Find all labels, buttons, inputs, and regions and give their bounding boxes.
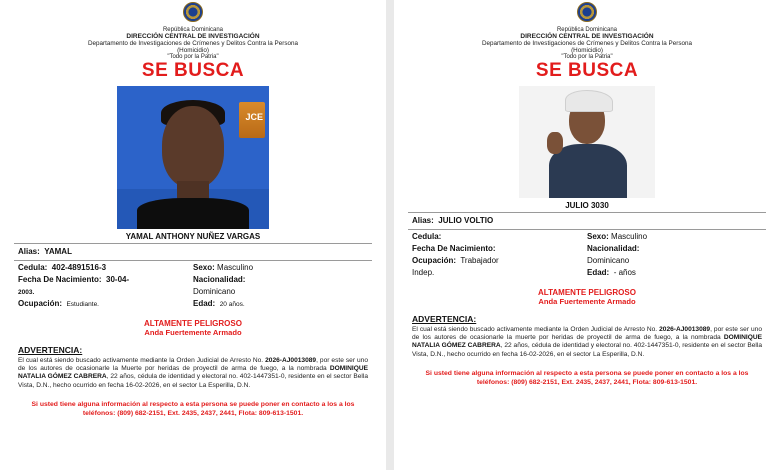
cedula-value: 402-4891516-3 xyxy=(51,263,107,272)
header-motto: "Todo por la Patria" xyxy=(167,54,219,60)
contact-footer: Si usted tiene alguna información al respecto a esta persona se puede poner en contacto a los a los teléfonos: (809) 682-2151, Ext. 2435, 2437, 2441, Flota: 809-613-1501. xyxy=(31,400,355,418)
suspect-name: JULIO 3030 xyxy=(565,201,609,210)
alias-row xyxy=(0,244,386,258)
jce-badge-text: JCE xyxy=(245,112,263,122)
header-agency: DIRECCIÓN CENTRAL DE INVESTIGACIÓN xyxy=(520,33,654,40)
se-busca-title: SE BUSCA xyxy=(141,60,245,81)
header-department: Departamento de Investigaciones de Crímenes y Delitos Contra la Persona xyxy=(87,40,298,47)
fecha-label: Fecha De Nacimiento: xyxy=(18,275,102,284)
sexo-label: Sexo: xyxy=(587,232,609,241)
details xyxy=(394,230,780,280)
fecha-value: 30-04- xyxy=(106,275,130,284)
header-country: República Dominicana xyxy=(556,27,618,33)
warning-text: El cual está siendo buscado activamente mediante la Orden Judicial de Arresto No. 2026-AJ0013089, por este ser uno de los autores de ocasionarle la Muerte por heridas de proyectil de arma de fuego, a la nombrada DOMINIQUE NATALIA GÓMEZ CABRERA, 22 años, cédula de identidad y electoral no. 402-1447351-0, residente en el sector Bella Vista, D.N., hecho ocurrido en fecha 16-02-2026, en el sector La Esperilla, D.N. xyxy=(18,357,368,389)
armed-label: Anda Fuertemente Armado xyxy=(538,297,636,306)
victim-name: DOMINIQUE NATALIA GÓMEZ CABRERA xyxy=(18,365,368,381)
nacionalidad-value: Dominicano xyxy=(193,287,236,296)
armed-label: Anda Fuertemente Armado xyxy=(144,328,242,337)
suspect-photo xyxy=(519,86,655,198)
danger-label: ALTAMENTE PELIGROSO xyxy=(144,319,242,328)
alias-value: YAMAL xyxy=(44,247,72,256)
warning-text: El cual está siendo buscado activamente mediante la Orden Judicial de Arresto No. 2026-AJ0013089, por este ser uno de los autores de ocasionarle la muerte por heridas de proyectil de arma de fuego, a la nombrada DOMINIQUE NATALIA GÓMEZ CABRERA, 22 años, cédula de identidad y electoral no. 402-1447351-0, residente en el sector Bella Vista, D.N., hecho ocurrido en fecha 16-02-2026, en el sector La Esperilla, D.N. xyxy=(412,326,762,358)
se-busca-title: SE BUSCA xyxy=(535,60,639,81)
alias-value: JULIO VOLTIO xyxy=(438,216,494,225)
alias-row xyxy=(394,213,780,227)
ocupacion-label: Ocupación: xyxy=(412,256,457,265)
ocupacion-value: Estudiante. xyxy=(66,301,99,308)
edad-label: Edad: xyxy=(193,299,216,308)
contact-footer: Si usted tiene alguna información al respecto a esta persona se puede poner en contacto a los a los teléfonos: (809) 682-2151, Ext. 2435, 2437, 2441, Flota: 809-613-1501. xyxy=(425,369,749,387)
order-number: 2026-AJ0013089 xyxy=(659,326,711,333)
edad-label: Edad: xyxy=(587,268,610,277)
sexo-value: Masculino xyxy=(611,232,648,241)
ocupacion-value-2: Indep. xyxy=(412,268,435,277)
alias-label: Alias: xyxy=(18,247,40,256)
header-agency: DIRECCIÓN CENTRAL DE INVESTIGACIÓN xyxy=(126,33,260,40)
suspect-photo xyxy=(117,86,269,229)
cedula-label: Cedula: xyxy=(412,232,442,241)
suspect-name: YAMAL ANTHONY NUÑEZ VARGAS xyxy=(125,232,261,241)
victim-name: DOMINIQUE NATALIA GÓMEZ CABRERA xyxy=(412,334,762,350)
details xyxy=(0,261,386,311)
details-col-right xyxy=(587,232,762,280)
sexo-value: Masculino xyxy=(217,263,254,272)
nacionalidad-value: Dominicano xyxy=(587,256,630,265)
poster-header xyxy=(394,2,780,60)
ocupacion-label: Ocupación: xyxy=(18,299,63,308)
fecha-year: 2003. xyxy=(18,289,35,296)
police-seal-icon xyxy=(183,2,203,22)
nacionalidad-label: Nacionalidad: xyxy=(193,275,246,284)
details-col-left xyxy=(412,232,587,280)
header-division: (Homicidio) xyxy=(177,47,209,54)
fecha-label: Fecha De Nacimiento: xyxy=(412,244,496,253)
order-number: 2026-AJ0013089 xyxy=(265,357,317,364)
header-division: (Homicidio) xyxy=(571,47,603,54)
danger-label: ALTAMENTE PELIGROSO xyxy=(538,288,636,297)
warning-title: ADVERTENCIA: xyxy=(18,345,83,355)
edad-value: - años xyxy=(613,268,636,277)
poster-header xyxy=(0,2,386,60)
header-department: Departamento de Investigaciones de Crímenes y Delitos Contra la Persona xyxy=(481,40,692,47)
wanted-poster-left xyxy=(0,0,386,470)
ocupacion-value: Trabajador xyxy=(460,256,499,265)
sexo-label: Sexo: xyxy=(193,263,215,272)
header-country: República Dominicana xyxy=(162,27,224,33)
header-motto: "Todo por la Patria" xyxy=(561,54,613,60)
cedula-label: Cedula: xyxy=(18,263,48,272)
edad-value: 20 años. xyxy=(219,301,245,308)
wanted-poster-right xyxy=(394,0,780,470)
details-col-left xyxy=(18,263,193,311)
warning-title: ADVERTENCIA: xyxy=(412,314,477,324)
police-seal-icon xyxy=(577,2,597,22)
alias-label: Alias: xyxy=(412,216,434,225)
details-col-right xyxy=(193,263,368,311)
nacionalidad-label: Nacionalidad: xyxy=(587,244,640,253)
